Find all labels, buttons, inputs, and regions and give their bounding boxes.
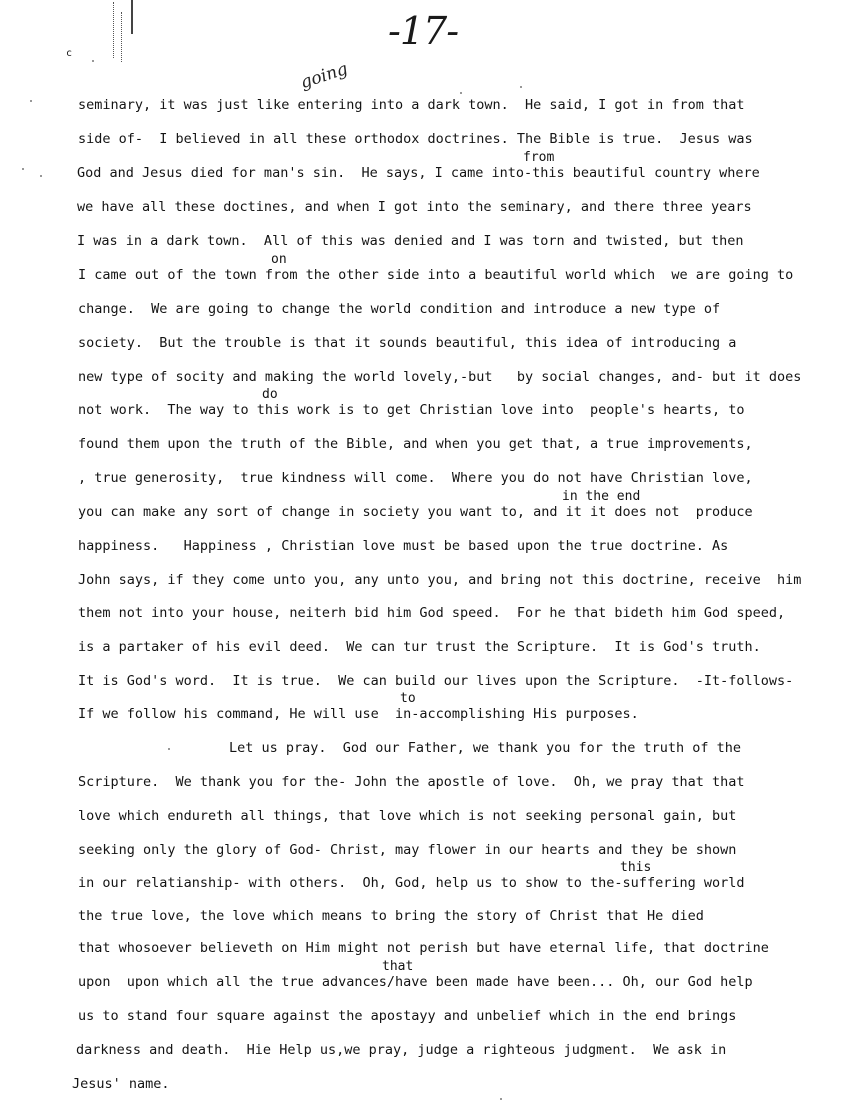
- text-line: Jesus' name.: [72, 1076, 170, 1092]
- scan-speck: [22, 168, 24, 170]
- scan-speck: [40, 175, 42, 177]
- text-line: If we follow his command, He will use in-accomplishing His purposes.: [78, 706, 639, 722]
- scan-speck: [500, 1098, 502, 1100]
- interlinear-insertion: to: [400, 691, 416, 706]
- text-line: John says, if they come unto you, any unto you, and bring not this doctrine, receive him: [78, 572, 802, 588]
- text-line: It is God's word. It is true. We can build our lives upon the Scripture. -It-follows-: [78, 673, 794, 689]
- interlinear-insertion: on: [271, 252, 287, 267]
- text-line: you can make any sort of change in society you want to, and it it does not produce: [78, 504, 753, 520]
- scan-speck: [168, 748, 170, 750]
- scan-speck: [520, 86, 522, 88]
- text-line: , true generosity, true kindness will come. Where you do not have Christian love,: [78, 470, 753, 486]
- text-line: society. But the trouble is that it sounds beautiful, this idea of introducing a: [78, 335, 737, 351]
- text-line: found them upon the truth of the Bible, and when you get that, a true improvements,: [78, 436, 753, 452]
- text-line: happiness. Happiness , Christian love must be based upon the true doctrine. As: [78, 538, 729, 554]
- text-line: God and Jesus died for man's sin. He says, I came into-this beautiful country where: [77, 165, 760, 181]
- text-line: change. We are going to change the world condition and introduce a new type of: [78, 301, 721, 317]
- margin-mark: c: [66, 48, 73, 59]
- text-line: we have all these doctines, and when I got into the seminary, and there three years: [77, 199, 752, 215]
- interlinear-insertion: that: [382, 959, 414, 974]
- handwritten-insertion: going: [298, 59, 351, 93]
- interlinear-insertion: in the end: [562, 489, 641, 504]
- text-line: that whosoever believeth on Him might not perish but have eternal life, that doctrine: [78, 940, 769, 956]
- text-line: seminary, it was just like entering into a dark town. He said, I got in from that: [78, 97, 745, 113]
- scan-speck: [460, 92, 462, 94]
- binder-margin-mark: [113, 2, 114, 58]
- text-line: new type of socity and making the world lovely,-but by social changes, and- but it does: [78, 369, 802, 385]
- text-line: them not into your house, neiterh bid him God speed. For he that bideth him God speed,: [78, 605, 786, 621]
- text-line: I came out of the town from the other side into a beautiful world which we are going to: [78, 267, 794, 283]
- scan-speck: [30, 100, 32, 102]
- binder-margin-mark: [131, 0, 133, 34]
- page-number: -17-: [388, 9, 459, 53]
- text-line: us to stand four square against the apostayy and unbelief which in the end brings: [78, 1008, 737, 1024]
- interlinear-insertion: from: [523, 150, 555, 165]
- text-line: Let us pray. God our Father, we thank you for the truth of the: [229, 740, 742, 756]
- text-line: the true love, the love which means to bring the story of Christ that He died: [78, 908, 704, 924]
- text-line: Scripture. We thank you for the- John the apostle of love. Oh, we pray that that: [78, 774, 745, 790]
- text-line: seeking only the glory of God- Christ, may flower in our hearts and they be shown: [78, 842, 737, 858]
- interlinear-insertion: this: [620, 860, 652, 875]
- text-line: darkness and death. Hie Help us,we pray, judge a righteous judgment. We ask in: [76, 1042, 727, 1058]
- scan-speck: [92, 60, 94, 62]
- interlinear-insertion: do: [262, 387, 278, 402]
- text-line: side of- I believed in all these orthodox doctrines. The Bible is true. Jesus was: [78, 131, 753, 147]
- text-line: in our relatianship- with others. Oh, God, help us to show to the-suffering world: [78, 875, 745, 891]
- text-line: not work. The way to this work is to get Christian love into people's hearts, to: [78, 402, 745, 418]
- text-line: love which endureth all things, that love which is not seeking personal gain, but: [78, 808, 737, 824]
- binder-margin-mark: [121, 12, 122, 62]
- text-line: is a partaker of his evil deed. We can tur trust the Scripture. It is God's truth.: [78, 639, 761, 655]
- text-line: upon upon which all the true advances/have been made have been... Oh, our God help: [78, 974, 753, 990]
- text-line: I was in a dark town. All of this was denied and I was torn and twisted, but then: [77, 233, 744, 249]
